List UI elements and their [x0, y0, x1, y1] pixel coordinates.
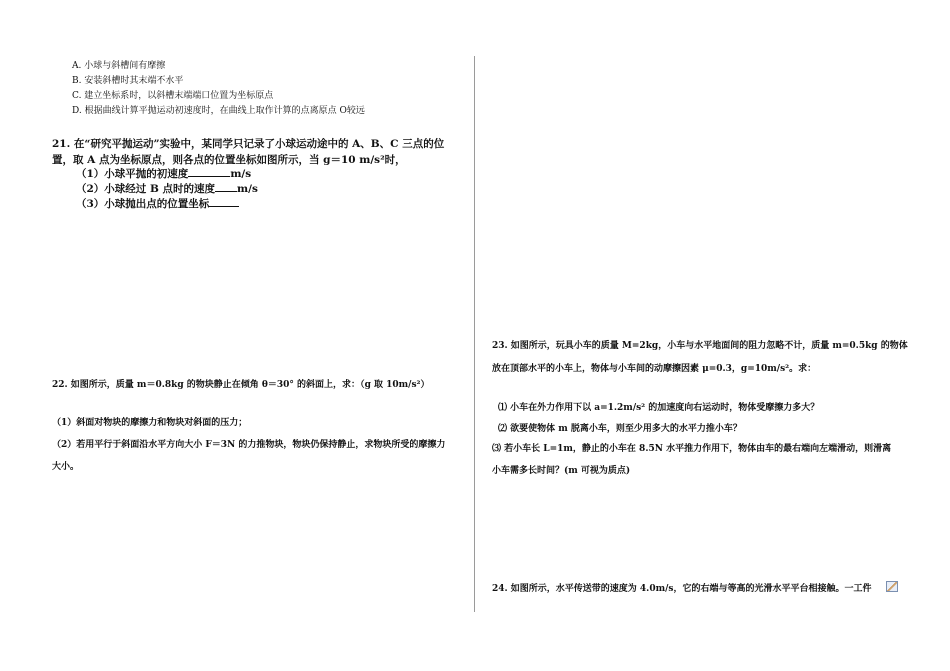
answer-blank [215, 182, 237, 192]
question-21-line2: 置，取 A 点为坐标原点，则各点的位置坐标如图所示，当 g＝10 m/s²时， [52, 154, 406, 166]
option-c: C. 建立坐标系时，以斜槽末端端口位置为坐标原点 [72, 91, 274, 101]
question-22-sub2-cont: 大小。 [52, 462, 80, 472]
question-22-line1: 22. 如图所示，质量 m＝0.8kg 的物块静止在倾角 θ＝30° 的斜面上，求：（g 取 10m/s²） [52, 380, 430, 390]
broken-image-icon [886, 581, 898, 592]
question-21-sub1-unit: m/s [230, 168, 252, 180]
question-21-sub3 [76, 196, 239, 211]
question-21-sub2-unit: m/s [237, 183, 258, 195]
question-21-sub2 [76, 181, 258, 196]
question-21-line1: 21. 在“研究平抛运动”实验中，某同学只记录了小球运动途中的 A、B、C 三点的位 [52, 138, 445, 150]
question-21-sub3-text: （3）小球抛出点的位置坐标 [76, 198, 210, 210]
question-23-sub3-cont: 小车需多长时间？(m 可视为质点) [492, 466, 631, 476]
question-22-sub1: （1）斜面对物块的摩擦力和物块对斜面的压力； [52, 418, 248, 428]
question-23-sub2: ⑵ 欲要使物体 m 脱离小车，则至少用多大的水平力推小车？ [498, 424, 742, 434]
answer-blank [209, 197, 239, 207]
option-b: B. 安装斜槽时其末端不水平 [72, 76, 184, 86]
question-21-sub1-text: （1）小球平抛的初速度 [76, 168, 189, 180]
left-column [0, 0, 474, 671]
question-21-sub2-text: （2）小球经过 B 点时的速度 [76, 183, 215, 195]
question-23-line1: 23. 如图所示，玩具小车的质量 M=2kg，小车与水平地面间的阻力忽略不计，质量 m=0.5kg 的物体 [492, 341, 908, 351]
answer-blank [188, 167, 230, 177]
question-21-sub1 [76, 166, 251, 181]
option-a: A. 小球与斜槽间有摩擦 [72, 61, 166, 71]
option-d: D. 根据曲线计算平抛运动初速度时，在曲线上取作计算的点离原点 O较远 [72, 106, 365, 116]
question-23-sub1: ⑴ 小车在外力作用下以 a=1.2m/s² 的加速度向右运动时，物体受摩擦力多大？ [498, 403, 820, 413]
question-23-sub3: ⑶ 若小车长 L=1m，静止的小车在 8.5N 水平推力作用下，物体由车的最右端向左端滑动，则滑离 [492, 444, 892, 454]
question-23-line2: 放在顶部水平的小车上，物体与小车间的动摩擦因素 μ=0.3，g=10m/s²。求： [492, 364, 817, 374]
question-22-sub2: （2）若用平行于斜面沿水平方向大小 F＝3N 的力推物块，物块仍保持静止，求物块所受的摩擦力 [52, 440, 446, 450]
right-column [476, 0, 950, 671]
column-divider [474, 56, 475, 612]
question-24-line1: 24. 如图所示，水平传送带的速度为 4.0m/s，它的右端与等高的光滑水平平台相接触。一工件 [492, 584, 872, 594]
